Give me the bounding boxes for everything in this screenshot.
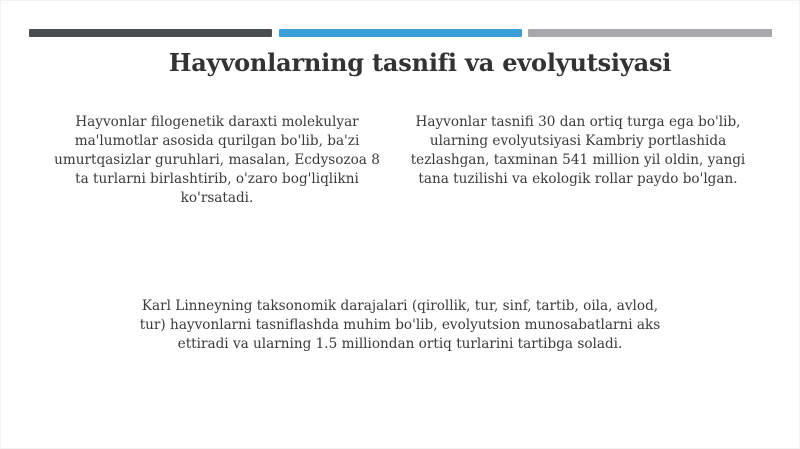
paragraph-classification-evolution: Hayvonlar tasnifi 30 dan ortiq turga ega bo'lib, ularning evolyutsiyasi Kambriy portlashida tezlashgan, taxminan 541 million yil oldin, yangi tana tuzilishi va ekologik rollar paydo bo'lgan. [410, 114, 746, 187]
accent-bar-gray [528, 29, 772, 37]
accent-bar-dark [29, 29, 272, 37]
accent-bars [29, 29, 772, 37]
accent-bar-blue [279, 29, 522, 37]
paragraph-linnaean-taxonomy: Karl Linneyning taksonomik darajalari (qirollik, tur, sinf, tartib, oila, avlod, tur) hayvonlarni tasniflashda muhim bo'lib, evolyutsion munosabatlarni aks ettiradi va ularning 1.5 milliondan ortiq turlarini tartibga soladi. [139, 298, 661, 352]
slide-title: Hayvonlarning tasnifi va evolyutsiyasi [168, 48, 672, 77]
paragraph-phylogenetic-tree: Hayvonlar filogenetik daraxti molekulyar ma'lumotlar asosida qurilgan bo'lib, ba'zi umurtqasizlar guruhlari, masalan, Ecdysozoa 8 ta turlarni birlashtirib, o'zaro bog'liqlikni ko'rsatadi. [54, 114, 380, 206]
